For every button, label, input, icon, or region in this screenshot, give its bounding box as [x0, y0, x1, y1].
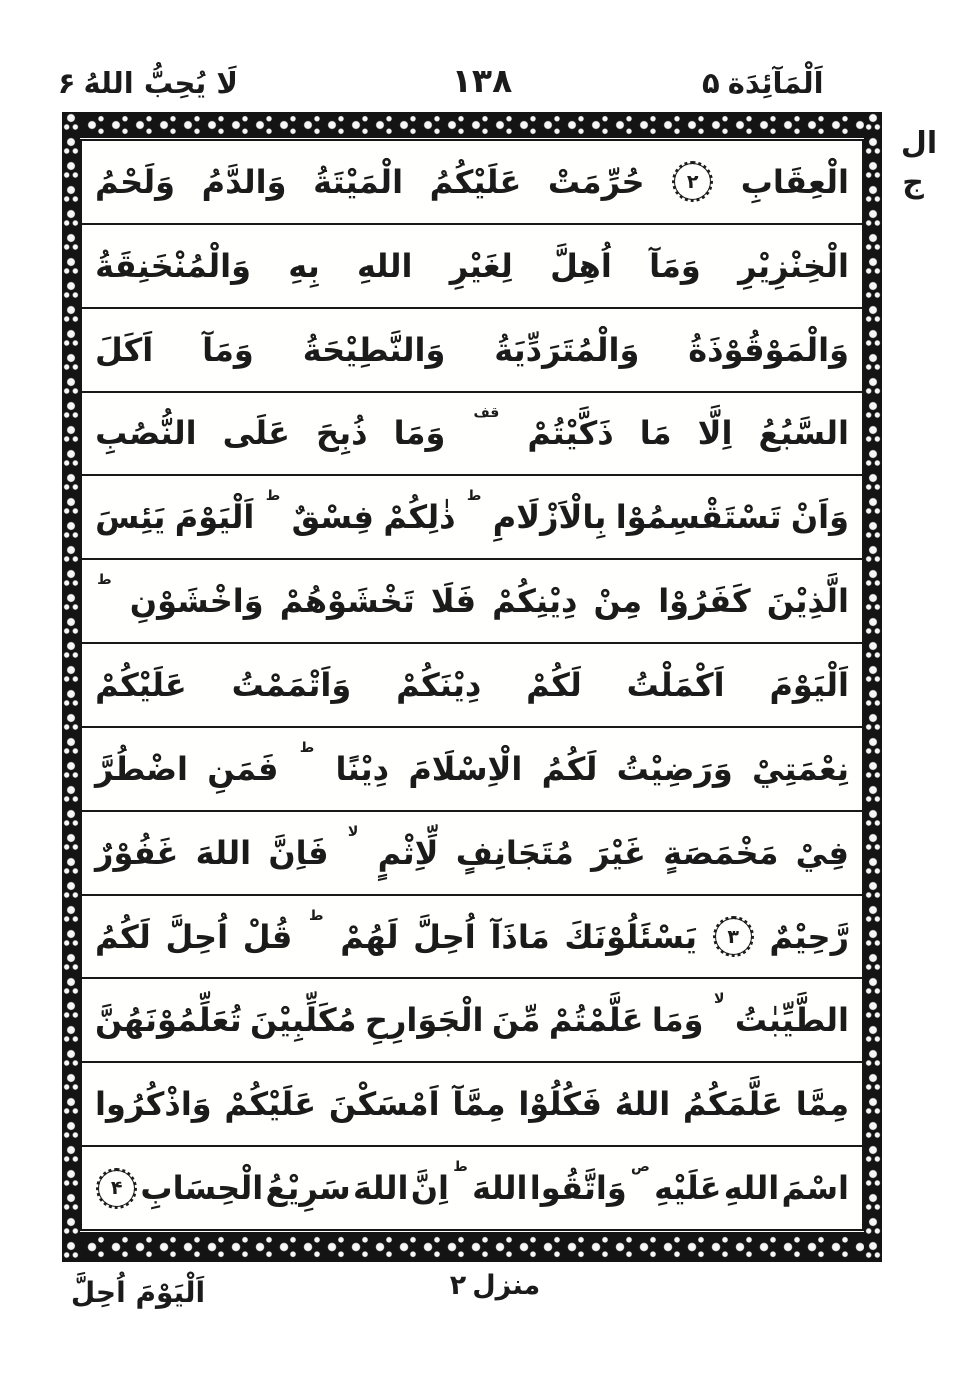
juz-number: ۶ [57, 66, 76, 100]
quran-line-1 [82, 141, 862, 225]
quran-line-3 [82, 309, 862, 393]
ayah-word: رَّحِيْمٌ [769, 917, 849, 956]
ayah-word: سَرِيْعُ [265, 1169, 351, 1208]
ayah-word: فَاِنَّ [268, 833, 329, 872]
ayah-word: اُحِلَّ [413, 917, 476, 956]
waqf-pause-mark: ط [466, 488, 482, 505]
ayah-word: اَمْسَكْنَ [328, 1085, 440, 1124]
ayah-word: اَلْيَوْمَ [769, 665, 849, 704]
ayah-word: وَمَا [651, 1001, 704, 1040]
ayah-word: النُّصُبِ [95, 414, 197, 453]
quran-line-13 [82, 1147, 862, 1229]
ayah-word: دِيْنًا [335, 749, 390, 788]
ayah-word: وَالْمَوْقُوْذَةُ [688, 330, 849, 369]
ayah-word: الَّذِيْنَ [766, 582, 849, 621]
margin-mark-bottom-glyph: ج [902, 165, 924, 200]
ayah-word: فَلَا [430, 582, 477, 621]
quran-line-4 [82, 393, 862, 477]
quran-line-12 [82, 1063, 862, 1147]
quran-line-7 [82, 644, 862, 728]
ayah-word: اللهَ [472, 1169, 528, 1208]
ayah-word: تُعَلِّمُوْنَهُنَّ [95, 1001, 242, 1040]
ayah-word: مِمَّآ [452, 1085, 506, 1124]
waqf-pause-mark: ط [308, 907, 324, 924]
ayah-word: مُتَجَانِفٍ [455, 833, 574, 872]
ayah-word: فِسْقٌ [291, 498, 374, 537]
ayah-word: اللهَ [195, 833, 252, 872]
ayah-word: مَا [639, 414, 672, 453]
ayah-word: اللهُ [614, 1085, 671, 1124]
ayah-word: السَّبُعُ [758, 414, 849, 453]
quran-line-2 [82, 225, 862, 309]
frame-ornament-right [864, 112, 882, 1262]
ayah-word: وَمَآ [649, 246, 701, 285]
ayah-word: عَلَيْكُمْ [224, 1085, 317, 1124]
margin-mark-top-glyph: ال [900, 126, 938, 161]
quran-text-block [80, 139, 864, 1231]
quran-line-8 [82, 728, 862, 812]
ayah-word: دِيْنِكُمْ [492, 582, 578, 621]
ayah-word: قُلْ [242, 917, 293, 956]
ayah-end-rosette: ۴ [98, 1170, 135, 1207]
quran-line-9 [82, 812, 862, 896]
ayah-word: تَخْشَوْهُمْ [279, 582, 415, 621]
ayah-word: حُرِّمَتْ [547, 162, 645, 201]
waqf-pause-mark: لا [347, 823, 359, 840]
waqf-pause-mark: ص [630, 1159, 650, 1176]
waqf-pause-mark: ط [265, 488, 281, 505]
quran-line-11 [82, 979, 862, 1063]
quran-line-5 [82, 476, 862, 560]
ayah-word: وَاَنْ [790, 498, 849, 537]
ayah-word: وَاخْشَوْنِ [129, 582, 264, 621]
ayah-word: الْمَيْتَةُ [313, 162, 404, 201]
frame-ornament-top [62, 112, 882, 138]
ayah-word: وَالْمُتَرَدِّيَةُ [494, 330, 640, 369]
ayah-word: اضْطُرَّ [95, 749, 188, 788]
ayah-word: بِالْاَزْلَامِ [492, 498, 607, 537]
ayah-word: عَلَى [222, 414, 290, 453]
ayah-word: اُهِلَّ [550, 246, 612, 285]
waqf-pause-mark: لا [713, 991, 725, 1008]
text-frame [62, 112, 882, 1262]
catchword: اَلْيَوْمَ اُحِلَّ [70, 1276, 206, 1309]
ayah-word: مِّنَ [491, 1001, 541, 1040]
ayah-word: اَكَلَ [95, 330, 154, 369]
ayah-word: لَكُمُ [95, 917, 151, 956]
ayah-word: مَاذَآ [490, 917, 550, 956]
ayah-word: عَلَيْكُمْ [95, 665, 187, 704]
ayah-word: يَئِسَ [95, 498, 166, 537]
surah-title [694, 66, 924, 100]
ayah-word: اِنَّ [410, 1169, 449, 1208]
ayah-word: نِعْمَتِيْ [752, 749, 849, 788]
frame-ornament-left [62, 112, 80, 1262]
ayah-word: لَكُمْ [526, 665, 582, 704]
ayah-word: اللهِ [723, 1169, 780, 1208]
ayah-word: الطَّيِّبٰتُ [734, 1001, 849, 1040]
juz-title-text: لَا يُحِبُّ اللهُ [83, 66, 238, 100]
ayah-word: الْخِنْزِيْرِ [738, 246, 849, 285]
ayah-word: اِلَّا [697, 414, 733, 453]
ayah-word: بِهِ [288, 246, 320, 285]
surah-number: ۵ [702, 66, 720, 100]
ayah-word: فِيْ [795, 833, 849, 872]
ayah-word: لِّاِثْمٍ [377, 833, 439, 872]
ayah-word: دِيْنَكُمْ [396, 665, 482, 704]
ayah-word: تَسْتَقْسِمُوْا [615, 498, 782, 537]
ayah-word: فَمَنِ [207, 749, 279, 788]
ayah-word: فَكُلُوْا [518, 1085, 602, 1124]
ayah-word: وَالدَّمُ [201, 162, 287, 201]
waqf-pause-mark: ط [453, 1159, 468, 1176]
surah-title-text: اَلْمَآئِدَة [727, 66, 824, 100]
quran-line-6 [82, 560, 862, 644]
waqf-pause-mark: قف [473, 404, 500, 421]
waqf-pause-mark: ط [97, 572, 112, 589]
ayah-word: اَكْمَلْتُ [626, 665, 725, 704]
ayah-word: وَمَآ [202, 330, 254, 369]
ayah-word: وَاذْكُرُوا [95, 1085, 212, 1124]
ayah-word: الْجَوَارِحِ [364, 1001, 484, 1040]
page-number: ۱۳۸ [451, 61, 513, 100]
frame-ornament-bottom [62, 1232, 882, 1262]
ayah-word: الْعِقَابِ [740, 162, 849, 201]
ayah-word: وَمَا [393, 414, 446, 453]
ayah-word: وَاَتْمَمْتُ [231, 665, 352, 704]
ayah-word: اَلْيَوْمَ [174, 498, 255, 537]
page-header [28, 46, 924, 100]
ayah-word: مِنْ [593, 582, 643, 621]
ayah-word: لِغَيْرِ [449, 246, 513, 285]
ayah-word: غَيْرَ [591, 833, 646, 872]
ayah-word: الْحِسَابِ [140, 1169, 264, 1208]
ayah-word: عَلَّمْتُمْ [548, 1001, 644, 1040]
ayah-word: وَرَضِيْتُ [616, 749, 733, 788]
ayah-word: وَالنَّطِيْحَةُ [302, 330, 446, 369]
ayah-word: عَلَيْكُمُ [429, 162, 522, 201]
ayah-word: اسْمَ [781, 1169, 849, 1208]
ayah-word: ذُبِحَ [316, 414, 368, 453]
ayah-word: مَخْمَصَةٍ [663, 833, 779, 872]
ayah-word: لَهُمْ [340, 917, 399, 956]
ayah-word: كَفَرُوْا [658, 582, 751, 621]
manzil-number: ۲ [449, 1270, 467, 1301]
ayah-word: غَفُوْرٌ [95, 833, 179, 872]
manzil-label: منزل [472, 1270, 541, 1301]
ayah-word: وَاتَّقُوا [529, 1169, 627, 1208]
ayah-word: عَلَّمَكُمُ [682, 1085, 783, 1124]
ayah-word: وَالْمُنْخَنِقَةُ [95, 246, 252, 285]
quran-line-10 [82, 896, 862, 980]
juz-title [28, 66, 238, 100]
ayah-word: مُكَلِّبِيْنَ [250, 1001, 357, 1040]
ayah-word: الْاِسْلَامَ [408, 749, 523, 788]
ayah-end-rosette: ۲ [674, 163, 711, 200]
ayah-word: لَكُمُ [541, 749, 598, 788]
ayah-word: ذَكَّيْتُمْ [527, 414, 614, 453]
ayah-word: ذٰلِكُمْ [383, 498, 456, 537]
margin-juz-mark [888, 124, 950, 202]
ayah-word: مِمَّا [795, 1085, 849, 1124]
ayah-word: اللهِ [357, 246, 413, 285]
ayah-word: اُحِلَّ [165, 917, 229, 956]
ayah-word: اللهَ [352, 1169, 409, 1208]
ayah-word: وَلَحْمُ [95, 162, 176, 201]
ayah-end-rosette: ۳ [715, 918, 752, 955]
waqf-pause-mark: ط [299, 739, 315, 756]
ayah-word: يَسْئَلُوْنَكَ [564, 917, 697, 956]
ayah-word: عَلَيْهِ [654, 1169, 722, 1208]
